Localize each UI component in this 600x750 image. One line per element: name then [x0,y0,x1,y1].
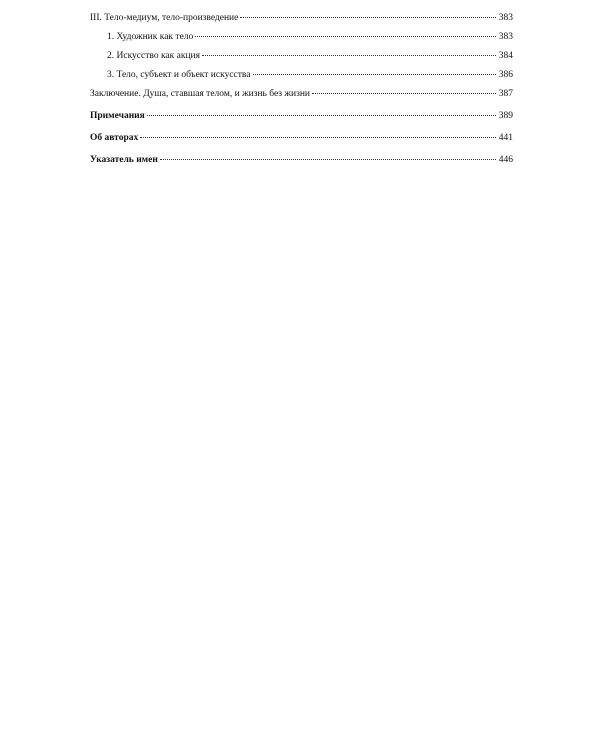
toc-entry-page: 389 [498,111,513,121]
dot-leader [140,137,496,138]
toc-entry-title: Примечания [90,111,145,121]
toc-entry-authors [90,132,513,144]
toc-entry-title: 2. Искусство как акция [107,51,200,61]
table-of-contents [90,12,513,166]
dot-leader [253,74,496,75]
toc-entry-title: Указатель имен [90,155,158,165]
toc-entry-conclusion [90,88,513,100]
toc-entry-title: III. Тело-медиум, тело-произведение [90,13,239,23]
toc-entry-page: 387 [498,89,513,99]
toc-entry-part-3 [90,12,513,24]
toc-entry-title: Заключение. Душа, ставшая телом, и жизнь без жизни [90,89,310,99]
toc-entry-title: 3. Тело, субъект и объект искусства [107,70,251,80]
dot-leader [160,159,496,160]
toc-entry-notes [90,110,513,122]
toc-entry-page: 384 [498,51,513,61]
dot-leader [147,115,496,116]
dot-leader [202,55,496,56]
toc-entry-title: Об авторах [90,133,139,143]
toc-entry-page: 383 [498,13,513,23]
toc-entry-title: 1. Художник как тело [107,32,194,42]
toc-entry-page: 383 [498,32,513,42]
toc-entry-section-2 [90,50,513,62]
dot-leader [312,93,496,94]
toc-entry-page: 441 [498,133,513,143]
toc-entry-index [90,154,513,166]
toc-entry-section-1 [90,31,513,43]
toc-entry-section-3 [90,69,513,81]
toc-entry-page: 446 [498,155,513,165]
toc-entry-page: 386 [498,70,513,80]
dot-leader [240,17,495,18]
dot-leader [195,36,495,37]
